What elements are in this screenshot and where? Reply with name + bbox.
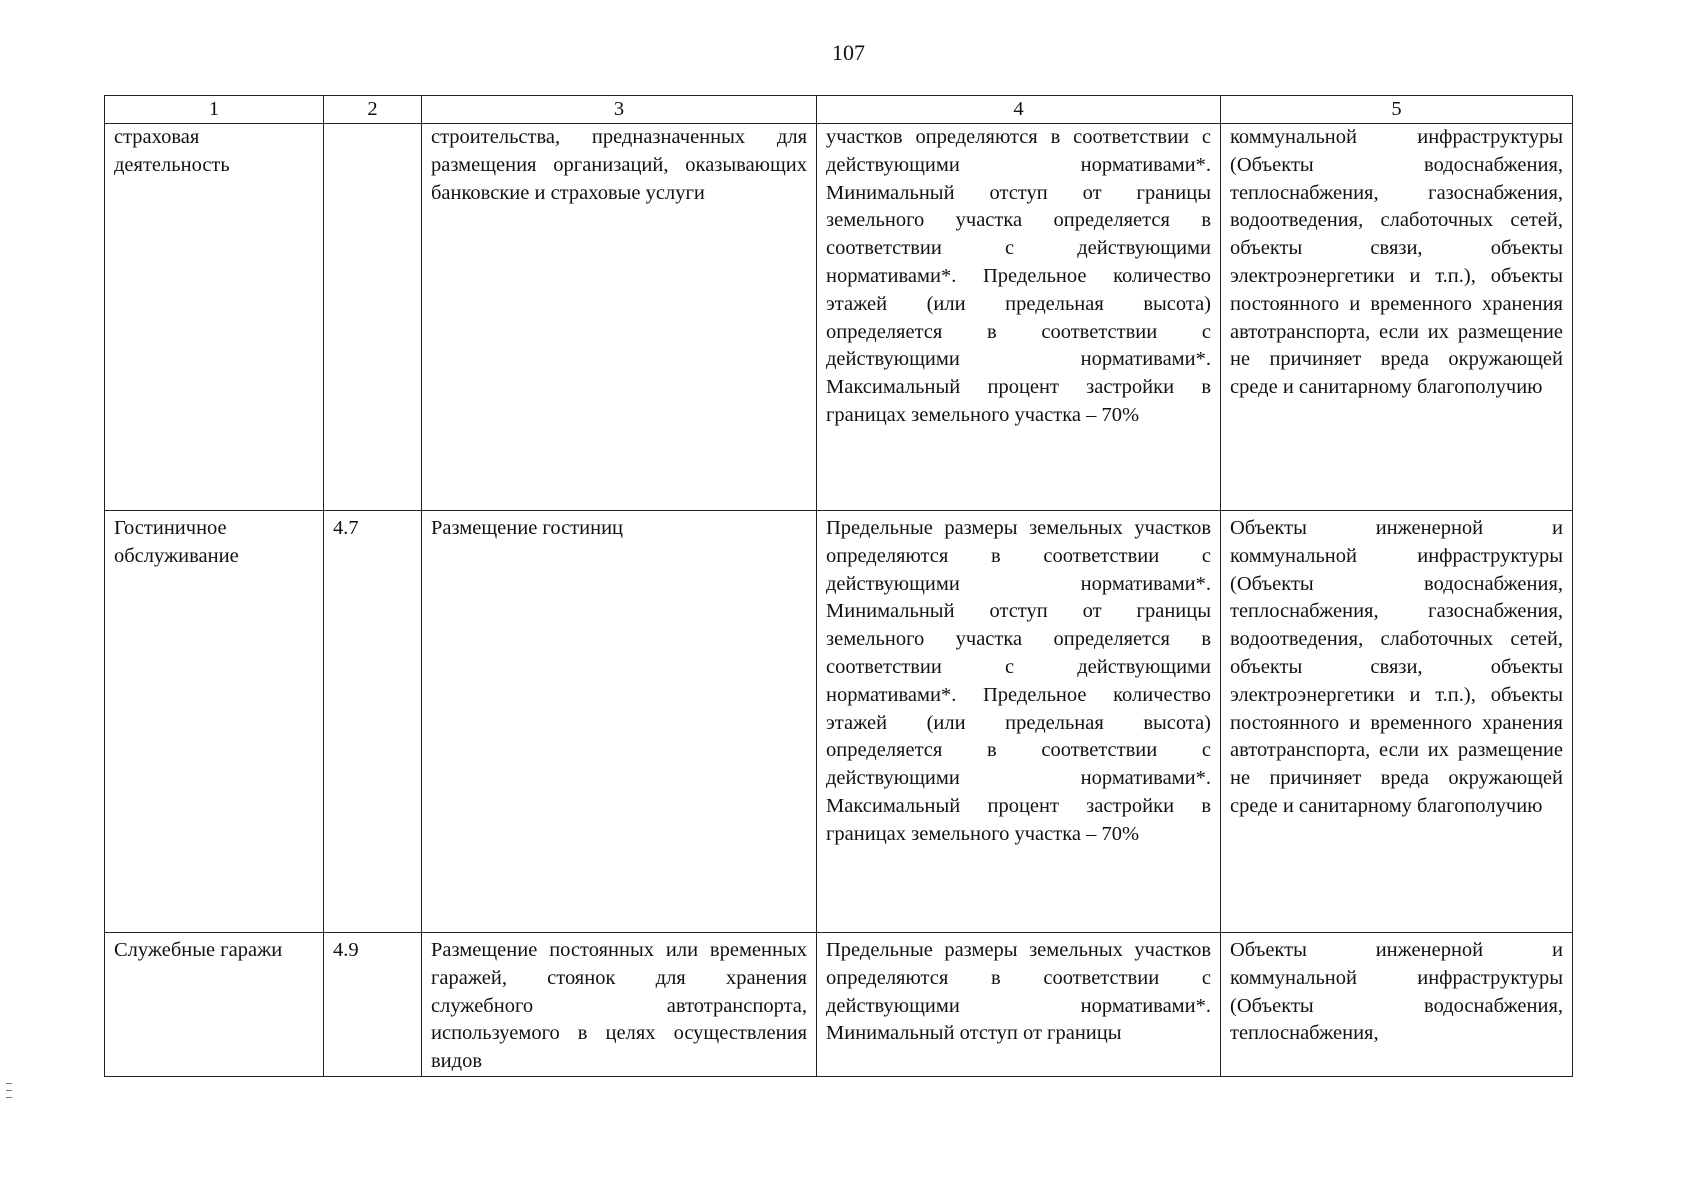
auxiliary-uses-cell <box>1221 124 1573 511</box>
use-code-cell <box>324 511 422 933</box>
use-code: 4.7 <box>333 517 359 539</box>
use-code-cell <box>324 124 422 511</box>
table-header-cell: 3 <box>422 96 817 124</box>
parameters-cell <box>817 124 1221 511</box>
scan-margin-mark <box>6 1083 12 1084</box>
table-header-cell: 4 <box>817 96 1221 124</box>
parameters-text: Предельные размеры земельных участков определяются в соответствии с действующими нормативами*. Минимальный отступ от границы земельного участка определяется в соответствии с действующими нормативами*. Предельное количество этажей (или предельная высота) определяется в соответствии с действующими нормативами*. Максимальный процент застройки в границах земельного участка – 70% <box>826 517 1211 845</box>
use-name: Служебные гаражи <box>114 939 283 961</box>
scan-margin-mark <box>6 1090 12 1091</box>
use-name-cell <box>105 511 324 933</box>
use-code: 4.9 <box>333 939 359 961</box>
land-use-table <box>104 95 1573 1077</box>
table-header-row <box>105 96 1573 124</box>
auxiliary-uses-text: коммунальной инфраструктуры (Объекты водоснабжения, теплоснабжения, газоснабжения, водоотведения, слаботочных сетей, объекты связи, объекты электроэнергетики и т.п.), объекты постоянного и временного хранения автотранспорта, если их размещение не причиняет вреда окружающей среде и санитарному благополучию <box>1230 126 1563 399</box>
table-row <box>105 933 1573 1077</box>
parameters-text: участков определяются в соответствии с действующими нормативами*. Минимальный отступ от границы земельного участка определяется в соответствии с действующими нормативами*. Предельное количество этажей (или предельная высота) определяется в соответствии с действующими нормативами*. Максимальный процент застройки в границах земельного участка – 70% <box>826 126 1211 426</box>
use-code-cell <box>324 933 422 1077</box>
auxiliary-uses-text: Объекты инженерной и коммунальной инфраструктуры (Объекты водоснабжения, теплоснабжения, газоснабжения, водоотведения, слаботочных сетей, объекты связи, объекты электроэнергетики и т.п.), объекты постоянного и временного хранения автотранспорта, если их размещение не причиняет вреда окружающей среде и санитарному благополучию <box>1230 517 1563 817</box>
use-description-cell <box>422 933 817 1077</box>
table-header-cell: 2 <box>324 96 422 124</box>
use-description: Размещение гостиниц <box>431 517 624 539</box>
parameters-cell <box>817 933 1221 1077</box>
use-name-cell <box>105 933 324 1077</box>
use-name: страховая деятельность <box>114 126 230 176</box>
table-header-cell: 5 <box>1221 96 1573 124</box>
table-row <box>105 511 1573 933</box>
use-description-cell <box>422 124 817 511</box>
parameters-text: Предельные размеры земельных участков определяются в соответствии с действующими нормативами*. Минимальный отступ от границы <box>826 939 1211 1045</box>
use-description: строительства, предназначенных для размещения организаций, оказывающих банковские и страховые услуги <box>431 126 807 204</box>
table-header-cell: 1 <box>105 96 324 124</box>
auxiliary-uses-text: Объекты инженерной и коммунальной инфраструктуры (Объекты водоснабжения, теплоснабжения, <box>1230 939 1563 1045</box>
table-row <box>105 124 1573 511</box>
use-name: Гостиничное обслуживание <box>114 517 239 567</box>
use-description: Размещение постоянных или временных гаражей, стоянок для хранения служебного автотранспорта, используемого в целях осуществления видов <box>431 939 807 1073</box>
parameters-cell <box>817 511 1221 933</box>
use-description-cell <box>422 511 817 933</box>
scan-margin-mark <box>6 1097 12 1098</box>
auxiliary-uses-cell <box>1221 511 1573 933</box>
use-name-cell <box>105 124 324 511</box>
page-number: 107 <box>832 40 865 65</box>
auxiliary-uses-cell <box>1221 933 1573 1077</box>
